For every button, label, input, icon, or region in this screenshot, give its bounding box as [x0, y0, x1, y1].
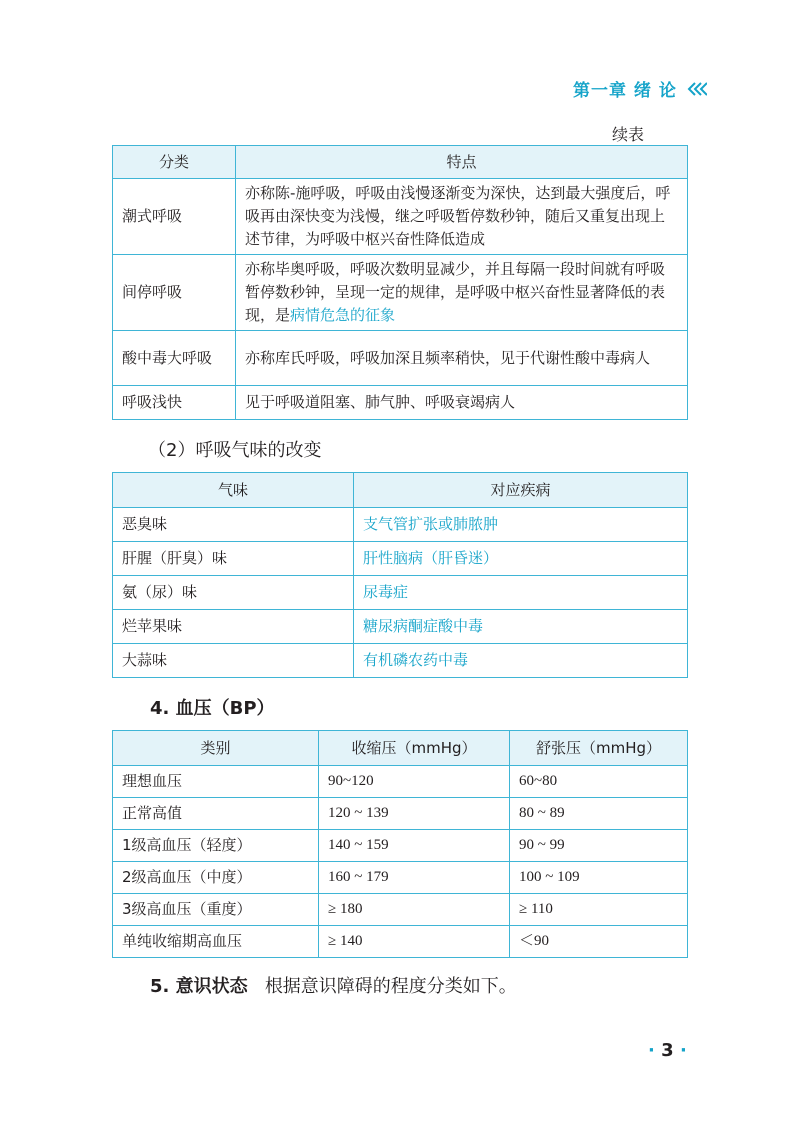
table-cell: 烂苹果味	[113, 610, 354, 644]
table-cell: 2级高血压（中度）	[113, 862, 319, 894]
table-cell: 见于呼吸道阻塞、肺气肿、呼吸衰竭病人	[236, 386, 688, 420]
section-heading	[150, 972, 517, 998]
table-cell: 恶臭味	[113, 508, 354, 542]
continued-table-note: 续表	[612, 125, 645, 144]
table-cell: 有机磷农药中毒	[354, 644, 688, 678]
table-header: 收缩压（mmHg）	[319, 731, 510, 766]
breath-odor-table	[112, 472, 688, 678]
chapter-title: 第一章 绪 论	[573, 81, 677, 101]
table-cell: 肝腥（肝臭）味	[113, 542, 354, 576]
table-header: 特点	[236, 146, 688, 179]
highlight-term: 病情危急的征象	[290, 306, 396, 324]
section-heading: （2）呼吸气味的改变	[148, 440, 322, 461]
table-header: 气味	[113, 473, 354, 508]
chevron-double-left-icon	[687, 81, 707, 101]
table-cell: 大蒜味	[113, 644, 354, 678]
table-cell: 160 ~ 179	[319, 862, 510, 894]
table-row	[113, 508, 688, 542]
table-row	[113, 644, 688, 678]
table-cell: 100 ~ 109	[510, 862, 688, 894]
table-row	[113, 576, 688, 610]
table-row	[113, 830, 688, 862]
table-row	[113, 894, 688, 926]
table-header: 对应疾病	[354, 473, 688, 508]
table-cell: ≥ 140	[319, 926, 510, 958]
table-cell: 肝性脑病（肝昏迷）	[354, 542, 688, 576]
table-cell: 支气管扩张或肺脓肿	[354, 508, 688, 542]
table-cell: 理想血压	[113, 766, 319, 798]
table-header: 分类	[113, 146, 236, 179]
section-heading: 4. 血压（BP）	[150, 698, 275, 719]
table-cell: 亦称库氏呼吸，呼吸加深且频率稍快，见于代谢性酸中毒病人	[236, 331, 688, 386]
table-header: 舒张压（mmHg）	[510, 731, 688, 766]
table-cell: 90 ~ 99	[510, 830, 688, 862]
table-row	[113, 255, 688, 331]
table-row	[113, 179, 688, 255]
table-cell: ≥ 110	[510, 894, 688, 926]
table-cell: 呼吸浅快	[113, 386, 236, 420]
breathing-pattern-table	[112, 145, 688, 420]
table-row	[113, 798, 688, 830]
chapter-header	[573, 76, 707, 101]
table-cell: 3级高血压（重度）	[113, 894, 319, 926]
blood-pressure-table	[112, 730, 688, 958]
table-cell: 糖尿病酮症酸中毒	[354, 610, 688, 644]
table-cell	[236, 255, 688, 331]
table-cell: 潮式呼吸	[113, 179, 236, 255]
table-cell: 80 ~ 89	[510, 798, 688, 830]
table-cell: ≥ 180	[319, 894, 510, 926]
table-cell: 间停呼吸	[113, 255, 236, 331]
table-row	[113, 862, 688, 894]
table-row	[113, 610, 688, 644]
table-cell: 单纯收缩期高血压	[113, 926, 319, 958]
section-title: 5. 意识状态	[150, 976, 248, 997]
table-cell: 亦称陈-施呼吸，呼吸由浅慢逐渐变为深快，达到最大强度后，呼吸再由深快变为浅慢，继之呼吸暂停数秒钟，随后又重复出现上述节律，为呼吸中枢兴奋性降低造成	[236, 179, 688, 255]
table-cell: 尿毒症	[354, 576, 688, 610]
table-cell: 90~120	[319, 766, 510, 798]
section-text: 根据意识障碍的程度分类如下。	[264, 976, 517, 997]
table-cell: 120 ~ 139	[319, 798, 510, 830]
table-cell: 60~80	[510, 766, 688, 798]
table-cell: ＜90	[510, 926, 688, 958]
table-cell: 正常高值	[113, 798, 319, 830]
table-cell: 酸中毒大呼吸	[113, 331, 236, 386]
table-row	[113, 331, 688, 386]
table-header: 类别	[113, 731, 319, 766]
table-cell: 1级高血压（轻度）	[113, 830, 319, 862]
table-cell: 氨（尿）味	[113, 576, 354, 610]
table-row	[113, 766, 688, 798]
cell-text: 亦称毕奥呼吸，呼吸次数明显减少，并且每隔一段时间就有呼吸暂停数秒钟，呈现一定的规律，是呼吸中枢兴奋性显著降低的表现，是	[245, 260, 666, 324]
table-row	[113, 386, 688, 420]
page-number-value: 3	[661, 1040, 674, 1061]
table-row	[113, 926, 688, 958]
table-row	[113, 542, 688, 576]
table-cell: 140 ~ 159	[319, 830, 510, 862]
page-number: · 3 ·	[648, 1040, 687, 1061]
